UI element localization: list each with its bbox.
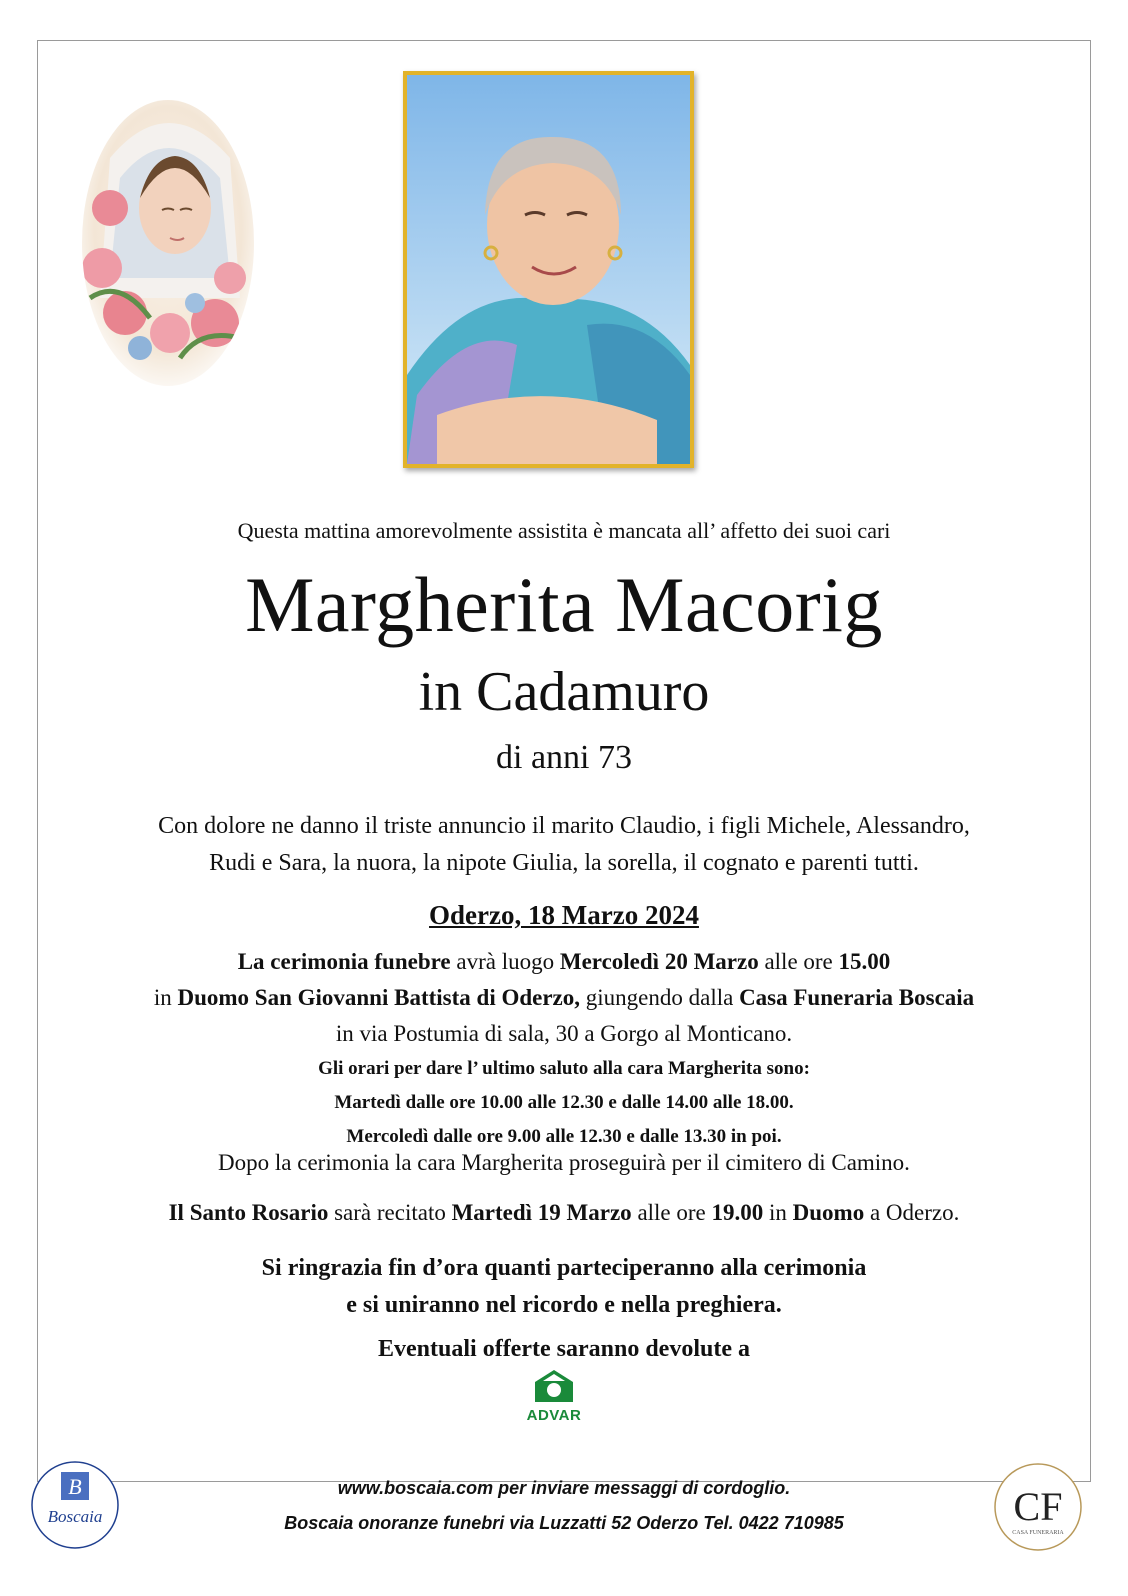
rosary-text: sarà recitato bbox=[328, 1200, 452, 1225]
ceremony-block bbox=[37, 944, 1091, 1154]
footer-website: www.boscaia.com per inviare messaggi di cordoglio. bbox=[337, 1478, 791, 1498]
announcement bbox=[37, 808, 1091, 882]
ceremony-time: 15.00 bbox=[838, 949, 891, 974]
rosary-line bbox=[37, 1200, 1091, 1226]
ceremony-text: avrà luogo bbox=[450, 949, 560, 974]
rosary-label: Il Santo Rosario bbox=[168, 1200, 329, 1225]
visit-hours-1: Martedì dalle ore 10.00 alle 12.30 e dalle 14.00 alle 18.00. bbox=[334, 1092, 794, 1113]
married-name: in Cadamuro bbox=[418, 661, 710, 723]
visit-hours-2: Mercoledì dalle ore 9.00 alle 12.30 e dalle 13.30 in poi. bbox=[346, 1126, 782, 1147]
ceremony-in: in bbox=[153, 985, 178, 1010]
deceased-name: Margherita Macorig bbox=[245, 561, 883, 648]
after-ceremony: Dopo la cerimonia la cara Margherita proseguirà per il cimitero di Camino. bbox=[218, 1150, 910, 1175]
madonna-image bbox=[80, 98, 256, 388]
advar-logo bbox=[520, 1368, 588, 1424]
advar-logo-icon bbox=[529, 1368, 579, 1404]
offers-text: Eventuali offerte saranno devolute a bbox=[378, 1336, 750, 1362]
rosary-time-label: alle ore bbox=[631, 1200, 712, 1225]
intro-text: Questa mattina amorevolmente assistita è mancata all’ affetto dei suoi cari bbox=[237, 518, 891, 543]
svg-text:CF: CF bbox=[1013, 1484, 1063, 1529]
boscaia-logo bbox=[30, 1460, 120, 1550]
footer-address: Boscaia onoranze funebri via Luzzatti 52 Oderzo Tel. 0422 710985 bbox=[284, 1513, 844, 1533]
ceremony-line-2 bbox=[37, 980, 1091, 1016]
rosary-date: Martedì 19 Marzo bbox=[451, 1200, 632, 1225]
visit-intro: Gli orari per dare l’ ultimo saluto alla cara Margherita sono: bbox=[318, 1058, 810, 1079]
rosary-time: 19.00 bbox=[711, 1200, 764, 1225]
rosary-city: a Oderzo. bbox=[864, 1200, 960, 1225]
portrait-photo bbox=[403, 71, 694, 468]
ceremony-line-1 bbox=[37, 944, 1091, 980]
portrait-image bbox=[407, 75, 690, 464]
svg-text:B: B bbox=[68, 1474, 82, 1499]
place-date: Oderzo, 18 Marzo 2024 bbox=[429, 900, 699, 930]
announcement-line-1: Con dolore ne danno il triste annuncio il marito Claudio, i figli Michele, Alessandro, bbox=[158, 813, 970, 839]
funeral-home-name: Casa Funeraria Boscaia bbox=[739, 985, 975, 1010]
thanks-block bbox=[37, 1250, 1091, 1324]
svg-text:Boscaia: Boscaia bbox=[47, 1507, 103, 1526]
announcement-line-2: Rudi e Sara, la nuora, la nipote Giulia, la sorella, il cognato e parenti tutti. bbox=[209, 850, 919, 876]
casa-funeraria-logo bbox=[993, 1462, 1083, 1552]
thanks-line-2: e si uniranno nel ricordo e nella preghiera. bbox=[346, 1292, 782, 1318]
ceremony-time-label: alle ore bbox=[758, 949, 839, 974]
advar-logo-text: ADVAR bbox=[526, 1407, 582, 1424]
ceremony-label: La cerimonia funebre bbox=[237, 949, 451, 974]
age-text: di anni 73 bbox=[496, 739, 632, 776]
ceremony-church: Duomo San Giovanni Battista di Oderzo, bbox=[177, 985, 581, 1010]
rosary-in: in bbox=[763, 1200, 793, 1225]
thanks-line-1: Si ringrazia fin d’ora quanti parteciperanno alla cerimonia bbox=[261, 1255, 867, 1281]
ceremony-address: in via Postumia di sala, 30 a Gorgo al Monticano. bbox=[335, 1021, 793, 1046]
svg-text:CASA FUNERARIA: CASA FUNERARIA bbox=[1012, 1530, 1064, 1536]
ceremony-from: giungendo dalla bbox=[580, 985, 740, 1010]
rosary-place: Duomo bbox=[792, 1200, 865, 1225]
ceremony-date: Mercoledì 20 Marzo bbox=[559, 949, 759, 974]
